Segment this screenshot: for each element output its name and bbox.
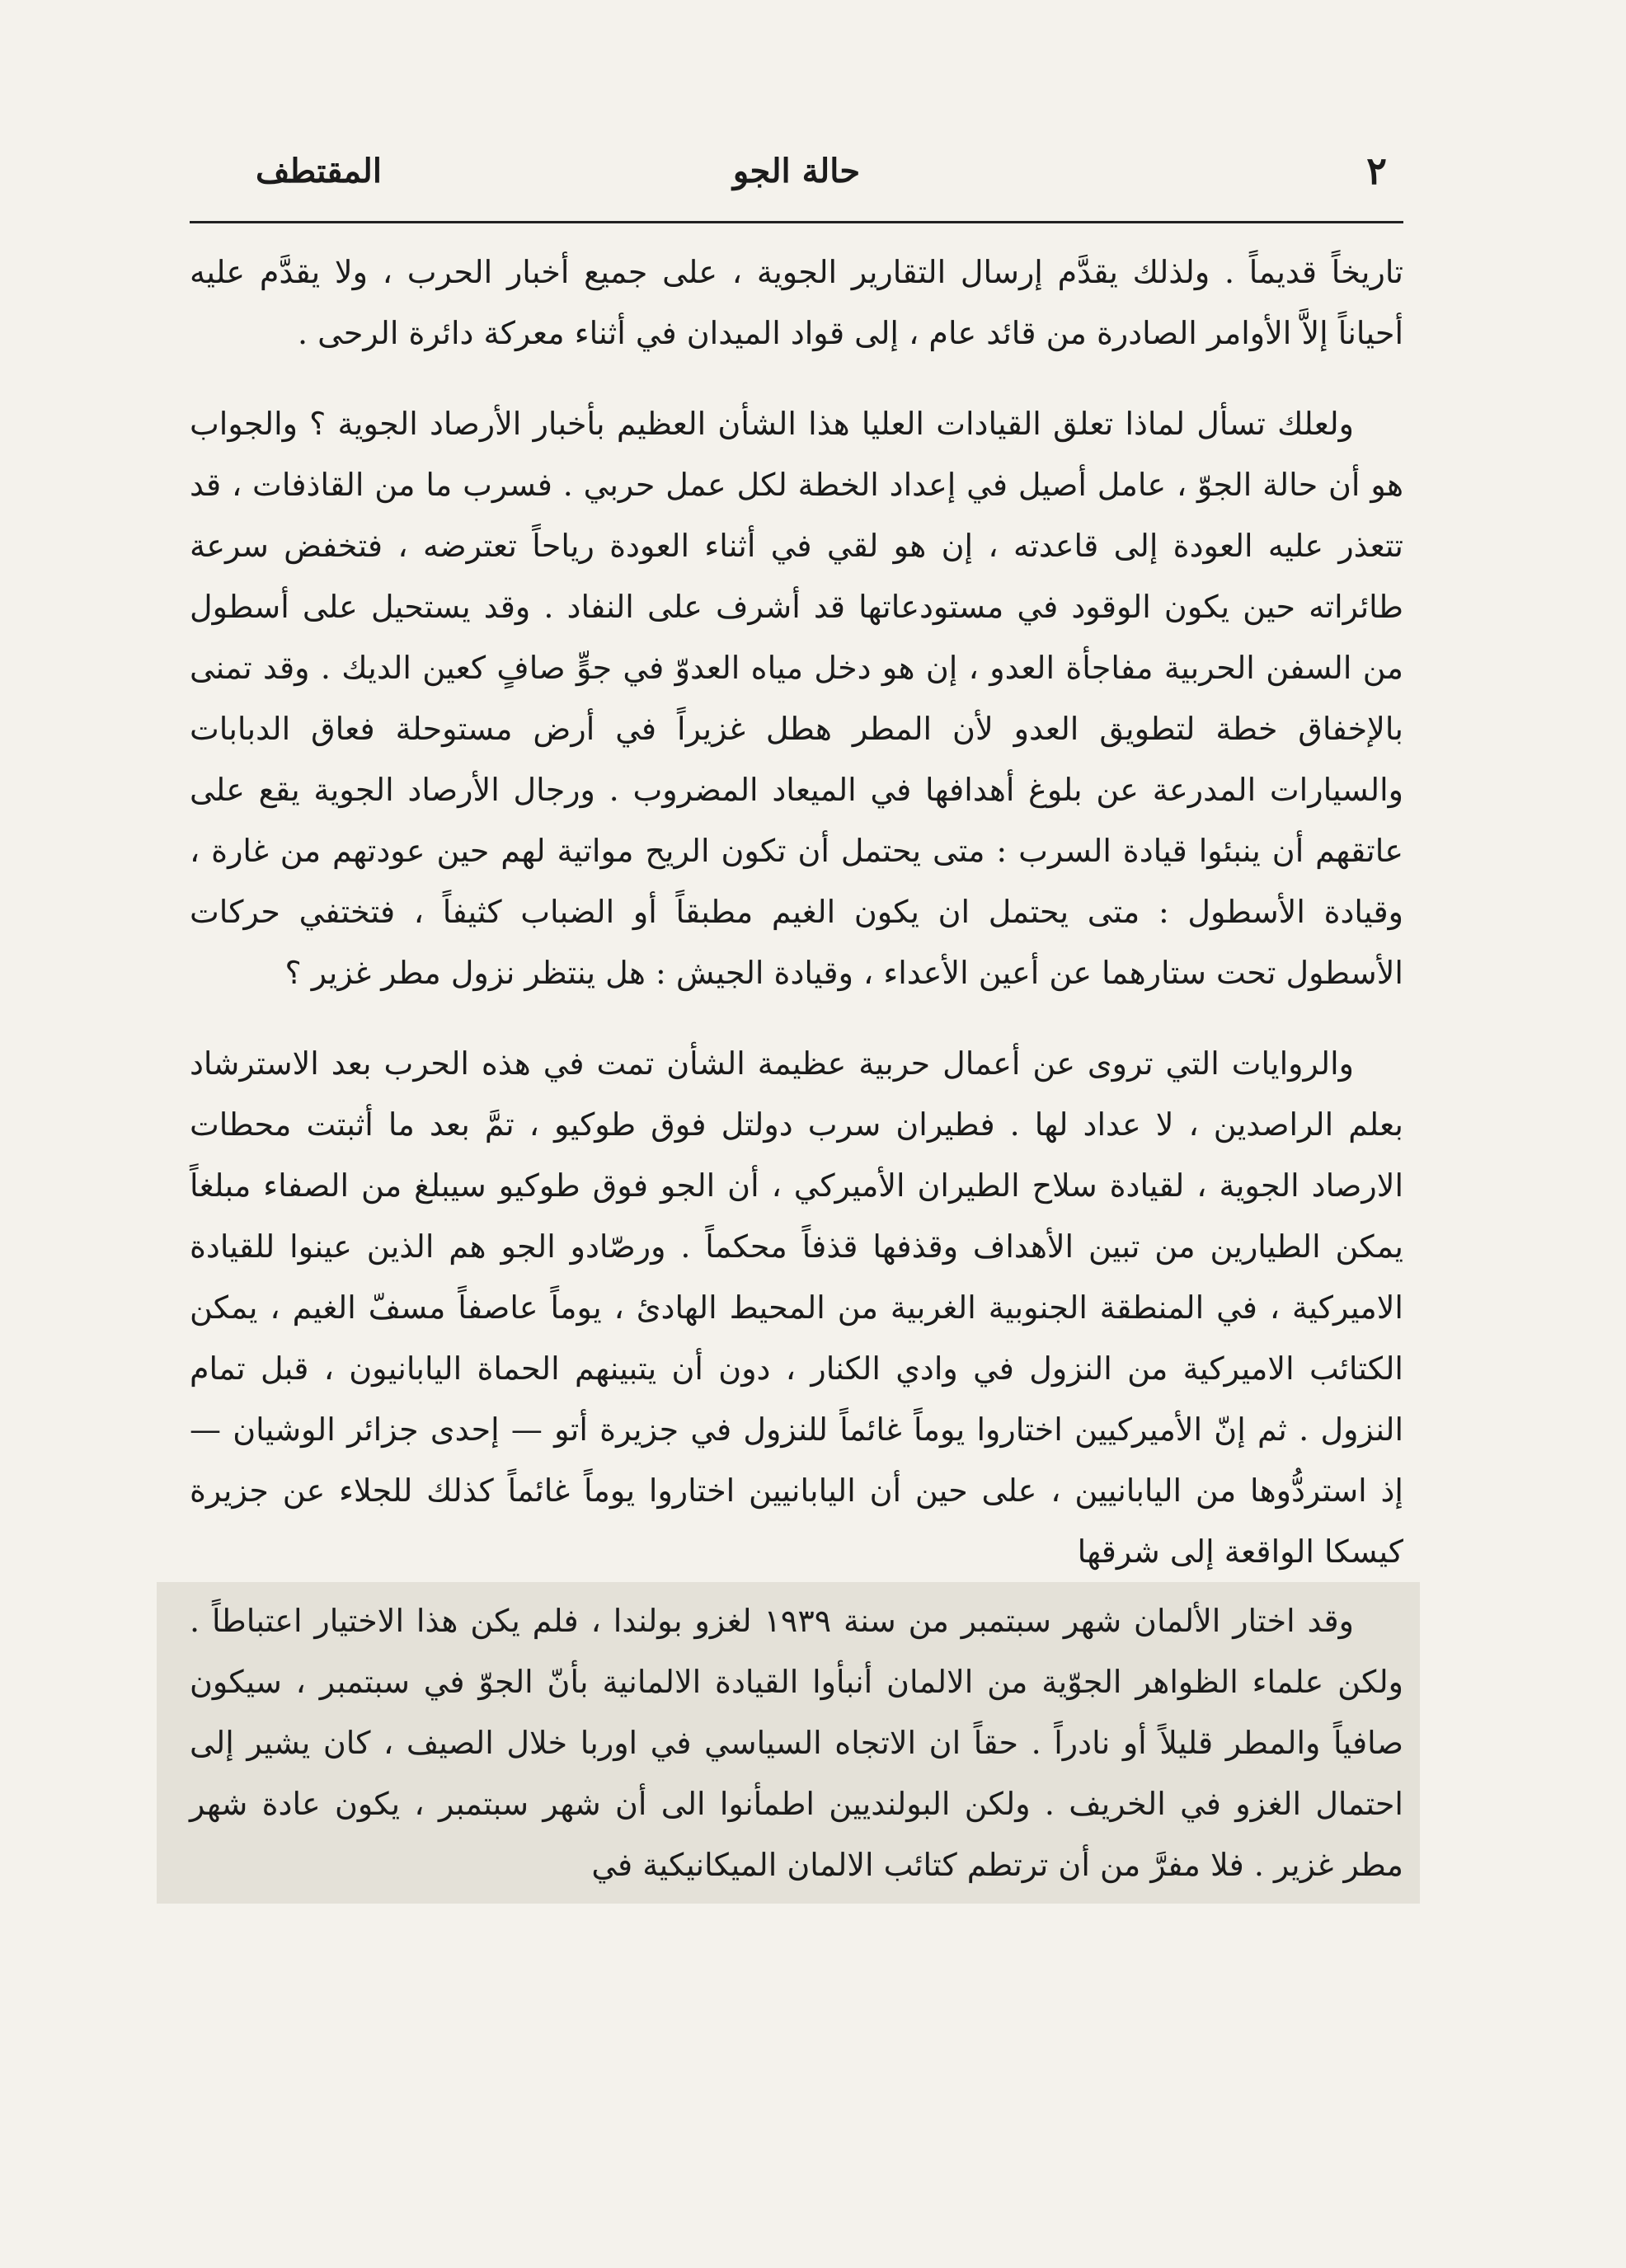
paragraph-2: ولعلك تسأل لماذا تعلق القيادات العليا هذا الشأن العظيم بأخبار الأرصاد الجوية ؟ والجواب هو أن حالة الجوّ ، عامل أصيل في إعداد الخطة لكل عمل حربي . فسرب ما من القاذفات ، قد تتعذر عليه العودة إلى قاعدته ، إن هو لقي في أثناء العودة رياحاً تعترضه ، فتخفض سرعة طائراته حين يكون الوقود في مستودعاتها قد أشرف على النفاد . وقد يستحيل على أسطول من السفن الحربية مفاجأة العدو ، إن هو دخل مياه العدوّ في جوٍّ صافٍ كعين الديك . وقد تمنى بالإخفاق خطة لتطويق العدو لأن المطر هطل غزيراً في أرض مستوحلة فعاق الدبابات والسيارات المدرعة عن بلوغ أهدافها في الميعاد المضروب . ورجال الأرصاد الجوية يقع على عاتقهم أن ينبئوا قيادة السرب : متى يحتمل أن تكون الريح مواتية لهم حين عودتهم من غارة ، وقيادة الأسطول : متى يحتمل ان يكون الغيم مطبقاً أو الضباب كثيفاً ، فتختفي حركات الأسطول تحت ستارهما عن أعين الأعداء ، وقيادة الجيش : هل ينتظر نزول مطر غزير ؟ xyxy=(190,406,1403,991)
running-title: حالة الجو xyxy=(732,152,861,190)
page-header xyxy=(190,148,1403,206)
magazine-name: المقتطف xyxy=(256,152,382,190)
paragraph-1: تاريخاً قديماً . ولذلك يقدَّم إرسال التقارير الجوية ، على جميع أخبار الحرب ، ولا يقدَّم عليه أحياناً إلاَّ الأوامر الصادرة من قائد عام ، إلى قواد الميدان في أثناء معركة دائرة الرحى . xyxy=(190,254,1403,351)
page-number: ٢ xyxy=(1366,148,1387,193)
article-body xyxy=(190,242,1403,1904)
paragraph-3: والروايات التي تروى عن أعمال حربية عظيمة الشأن تمت في هذه الحرب بعد الاسترشاد بعلم الراصدين ، لا عداد لها . فطيران سرب دولتل فوق طوكيو ، تمَّ بعد ما أثبتت محطات الارصاد الجوية ، لقيادة سلاح الطيران الأميركي ، أن الجو فوق طوكيو سيبلغ من الصفاء مبلغاً يمكن الطيارين من تبين الأهداف وقذفها قذفاً محكماً . ورصّادو الجو هم الذين عينوا للقيادة الاميركية ، في المنطقة الجنوبية الغربية من المحيط الهادئ ، يوماً عاصفاً مسفّ الغيم ، يمكن الكتائب الاميركية من النزول في وادي الكنار ، دون أن يتبينهم الحماة اليابانيون ، قبل تمام النزول . ثم إنّ الأميركيين اختاروا يوماً غائماً للنزول في جزيرة أتو — إحدى جزائر الوشيان — إذ استردُّوها من اليابانيين ، على حين أن اليابانيين اختاروا يوماً غائماً كذلك للجلاء عن جزيرة كيسكا الواقعة إلى شرقها xyxy=(190,1045,1403,1570)
paragraph-4: وقد اختار الألمان شهر سبتمبر من سنة ١٩٣٩ لغزو بولندا ، فلم يكن هذا الاختيار اعتباطاً . ولكن علماء الظواهر الجوّية من الالمان أنبأوا القيادة الالمانية بأنّ الجوّ في سبتمبر ، سيكون صافياً والمطر قليلاً أو نادراً . حقاً ان الاتجاه السياسي في اوربا خلال الصيف ، كان يشير إلى احتمال الغزو في الخريف . ولكن البولنديين اطمأنوا الى أن شهر سبتمبر ، يكون عادة شهر مطر غزير . فلا مفرَّ من أن ترتطم كتائب الالمان الميكانيكية في xyxy=(190,1603,1403,1883)
shaded-region xyxy=(157,1582,1420,1904)
header-rule xyxy=(190,221,1403,223)
